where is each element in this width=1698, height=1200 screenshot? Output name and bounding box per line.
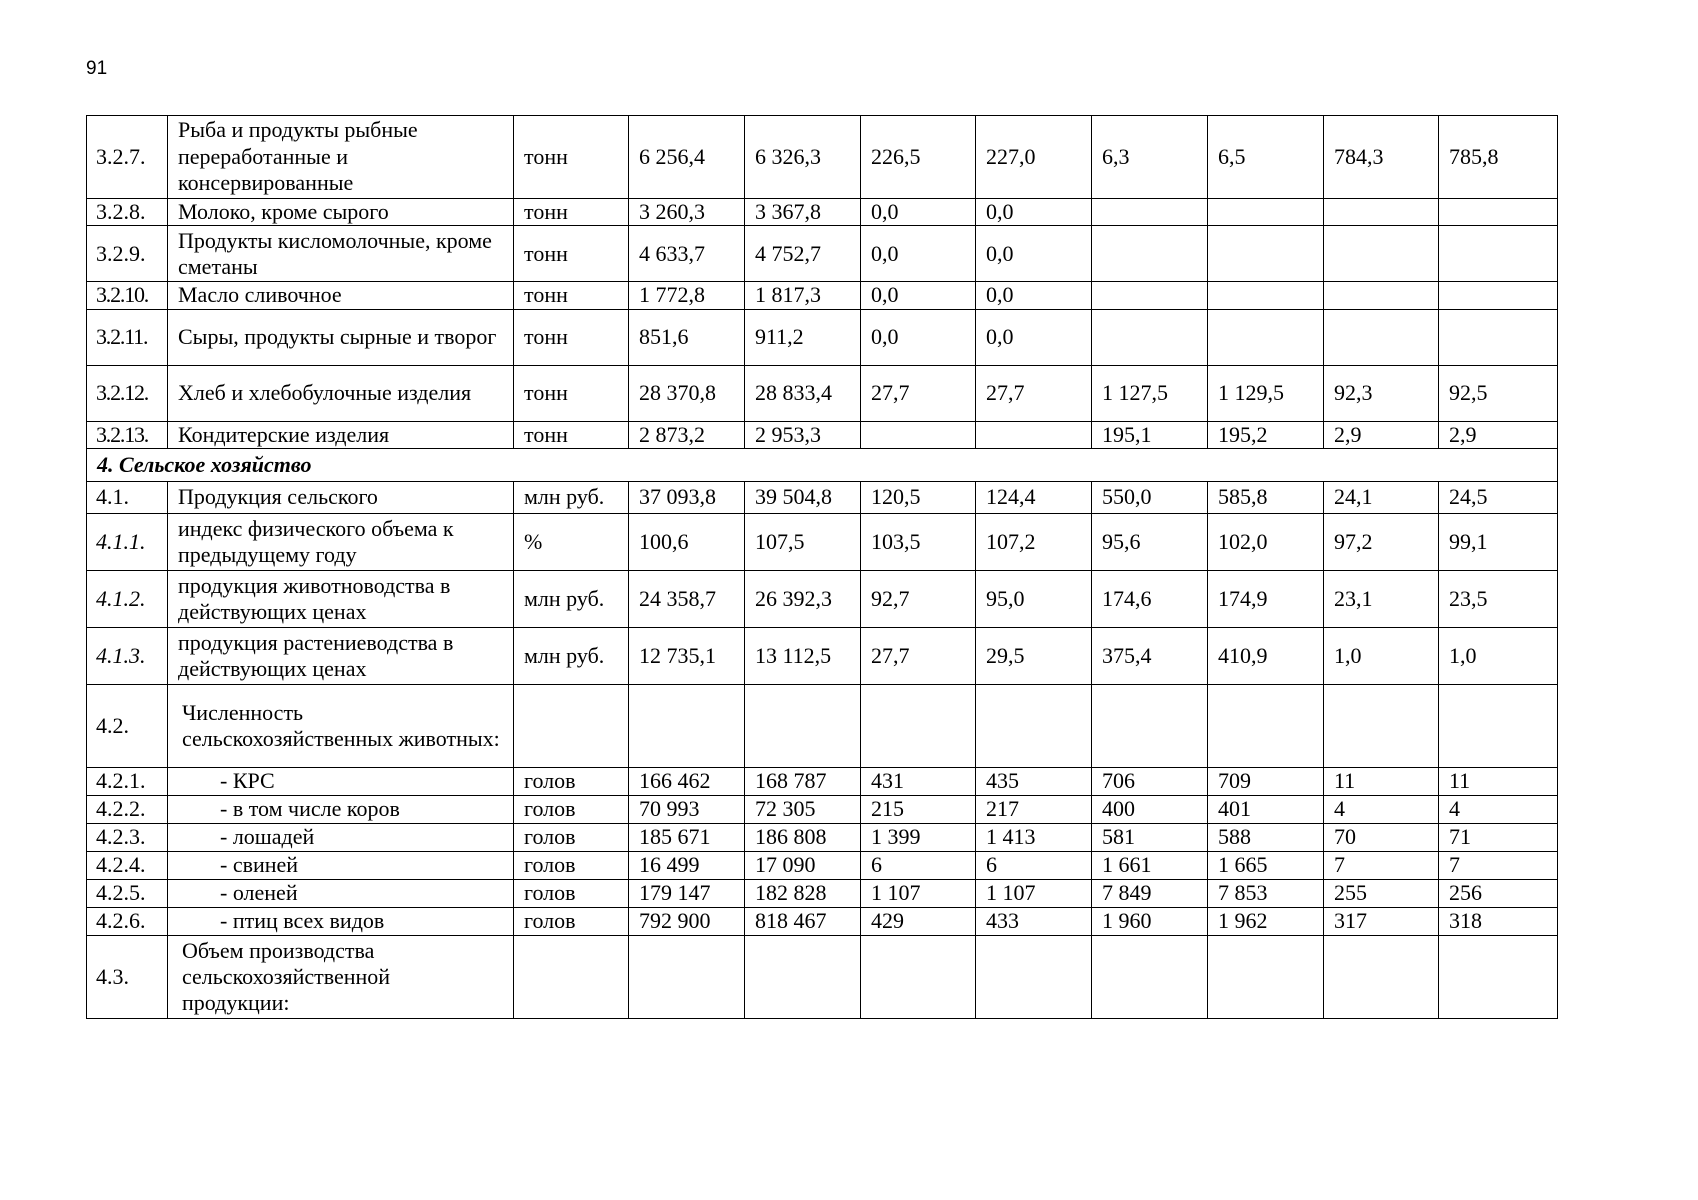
value-cell: 195,2 xyxy=(1208,421,1324,448)
value-cell: 6 256,4 xyxy=(629,116,745,199)
value-cell: 166 462 xyxy=(629,768,745,796)
table-row xyxy=(87,482,1558,514)
value-cell xyxy=(1324,199,1439,226)
row-unit: тонн xyxy=(514,365,629,421)
value-cell xyxy=(1208,685,1324,768)
value-cell: 71 xyxy=(1439,824,1558,852)
value-cell xyxy=(861,685,976,768)
value-cell: 24,1 xyxy=(1324,482,1439,514)
value-cell xyxy=(1439,685,1558,768)
row-name: Сыры, продукты сырные и творог xyxy=(168,309,514,365)
value-cell: 11 xyxy=(1324,768,1439,796)
value-cell: 792 900 xyxy=(629,908,745,936)
value-cell xyxy=(861,421,976,448)
value-cell: 6,5 xyxy=(1208,116,1324,199)
row-name: Рыба и продукты рыбные переработанные и консервированные xyxy=(168,116,514,199)
value-cell: 1 817,3 xyxy=(745,282,861,309)
row-code: 4.1.1. xyxy=(87,514,168,571)
table-row xyxy=(87,421,1558,448)
row-name: продукция животноводства в действующих ценах xyxy=(168,571,514,628)
value-cell xyxy=(1324,309,1439,365)
value-cell: 1 665 xyxy=(1208,852,1324,880)
row-name: - лошадей xyxy=(168,824,514,852)
value-cell: 92,3 xyxy=(1324,365,1439,421)
value-cell: 23,1 xyxy=(1324,571,1439,628)
section-heading: 4. Сельское хозяйство xyxy=(87,449,1558,482)
value-cell xyxy=(1439,936,1558,1019)
row-name: Численность сельскохозяйственных животных: xyxy=(168,685,514,768)
table-row xyxy=(87,116,1558,199)
value-cell: 2,9 xyxy=(1439,421,1558,448)
value-cell xyxy=(1092,936,1208,1019)
row-unit: тонн xyxy=(514,199,629,226)
value-cell: 70 993 xyxy=(629,796,745,824)
value-cell: 27,7 xyxy=(976,365,1092,421)
value-cell: 706 xyxy=(1092,768,1208,796)
value-cell: 179 147 xyxy=(629,880,745,908)
value-cell: 107,5 xyxy=(745,514,861,571)
value-cell: 318 xyxy=(1439,908,1558,936)
value-cell: 13 112,5 xyxy=(745,628,861,685)
value-cell: 375,4 xyxy=(1092,628,1208,685)
table-row xyxy=(87,768,1558,796)
value-cell: 107,2 xyxy=(976,514,1092,571)
table-row xyxy=(87,514,1558,571)
row-code: 4.1.2. xyxy=(87,571,168,628)
table-row xyxy=(87,852,1558,880)
value-cell: 851,6 xyxy=(629,309,745,365)
value-cell xyxy=(629,685,745,768)
table-row xyxy=(87,571,1558,628)
value-cell: 195,1 xyxy=(1092,421,1208,448)
value-cell xyxy=(1092,199,1208,226)
value-cell: 39 504,8 xyxy=(745,482,861,514)
value-cell: 227,0 xyxy=(976,116,1092,199)
value-cell: 818 467 xyxy=(745,908,861,936)
row-unit: тонн xyxy=(514,421,629,448)
value-cell: 168 787 xyxy=(745,768,861,796)
value-cell xyxy=(1324,226,1439,282)
value-cell: 97,2 xyxy=(1324,514,1439,571)
row-unit: тонн xyxy=(514,226,629,282)
value-cell: 1 399 xyxy=(861,824,976,852)
value-cell xyxy=(1092,309,1208,365)
value-cell: 0,0 xyxy=(976,282,1092,309)
value-cell: 7 xyxy=(1324,852,1439,880)
value-cell: 1,0 xyxy=(1439,628,1558,685)
value-cell xyxy=(1092,282,1208,309)
value-cell: 6 326,3 xyxy=(745,116,861,199)
value-cell: 2 873,2 xyxy=(629,421,745,448)
value-cell: 1,0 xyxy=(1324,628,1439,685)
value-cell: 6 xyxy=(976,852,1092,880)
value-cell xyxy=(1439,199,1558,226)
value-cell: 3 367,8 xyxy=(745,199,861,226)
value-cell: 120,5 xyxy=(861,482,976,514)
value-cell: 99,1 xyxy=(1439,514,1558,571)
value-cell xyxy=(1324,282,1439,309)
value-cell: 401 xyxy=(1208,796,1324,824)
value-cell: 37 093,8 xyxy=(629,482,745,514)
value-cell xyxy=(1439,282,1558,309)
row-code: 3.2.11. xyxy=(87,309,168,365)
value-cell: 24 358,7 xyxy=(629,571,745,628)
table-row xyxy=(87,628,1558,685)
value-cell: 785,8 xyxy=(1439,116,1558,199)
row-name: Молоко, кроме сырого xyxy=(168,199,514,226)
value-cell: 1 107 xyxy=(976,880,1092,908)
row-code: 4.2.2. xyxy=(87,796,168,824)
value-cell xyxy=(1208,309,1324,365)
row-unit: млн руб. xyxy=(514,571,629,628)
value-cell xyxy=(1208,936,1324,1019)
value-cell: 1 107 xyxy=(861,880,976,908)
row-unit: голов xyxy=(514,852,629,880)
row-name: Кондитерские изделия xyxy=(168,421,514,448)
value-cell: 185 671 xyxy=(629,824,745,852)
row-unit: голов xyxy=(514,880,629,908)
table-row xyxy=(87,796,1558,824)
value-cell: 431 xyxy=(861,768,976,796)
value-cell: 0,0 xyxy=(861,226,976,282)
row-code: 3.2.7. xyxy=(87,116,168,199)
row-unit: голов xyxy=(514,796,629,824)
row-code: 3.2.13. xyxy=(87,421,168,448)
table-row xyxy=(87,685,1558,768)
value-cell: 0,0 xyxy=(976,199,1092,226)
row-name: Хлеб и хлебобулочные изделия xyxy=(168,365,514,421)
value-cell: 255 xyxy=(1324,880,1439,908)
statistics-table xyxy=(86,115,1558,1019)
value-cell: 0,0 xyxy=(976,309,1092,365)
row-unit: голов xyxy=(514,908,629,936)
row-unit: тонн xyxy=(514,309,629,365)
value-cell xyxy=(976,421,1092,448)
row-name: Продукты кисломолочные, кроме сметаны xyxy=(168,226,514,282)
row-name: - оленей xyxy=(168,880,514,908)
value-cell: 12 735,1 xyxy=(629,628,745,685)
value-cell: 102,0 xyxy=(1208,514,1324,571)
value-cell: 4 xyxy=(1324,796,1439,824)
row-unit: тонн xyxy=(514,282,629,309)
value-cell: 103,5 xyxy=(861,514,976,571)
value-cell: 27,7 xyxy=(861,365,976,421)
row-name: продукция растениеводства в действующих ценах xyxy=(168,628,514,685)
row-code: 4.2.1. xyxy=(87,768,168,796)
value-cell: 72 305 xyxy=(745,796,861,824)
value-cell: 29,5 xyxy=(976,628,1092,685)
value-cell xyxy=(1439,226,1558,282)
row-name: Объем производства сельскохозяйственной продукции: xyxy=(168,936,514,1019)
value-cell: 24,5 xyxy=(1439,482,1558,514)
value-cell: 3 260,3 xyxy=(629,199,745,226)
value-cell xyxy=(1208,226,1324,282)
row-name: - в том числе коров xyxy=(168,796,514,824)
value-cell: 709 xyxy=(1208,768,1324,796)
table-row xyxy=(87,908,1558,936)
value-cell xyxy=(1208,282,1324,309)
value-cell: 1 129,5 xyxy=(1208,365,1324,421)
value-cell: 70 xyxy=(1324,824,1439,852)
value-cell: 1 413 xyxy=(976,824,1092,852)
value-cell: 429 xyxy=(861,908,976,936)
value-cell xyxy=(1324,936,1439,1019)
value-cell xyxy=(1324,685,1439,768)
value-cell: 0,0 xyxy=(861,282,976,309)
value-cell: 26 392,3 xyxy=(745,571,861,628)
row-name: Продукция сельского xyxy=(168,482,514,514)
value-cell: 23,5 xyxy=(1439,571,1558,628)
value-cell: 588 xyxy=(1208,824,1324,852)
value-cell: 4 xyxy=(1439,796,1558,824)
row-code: 4.2.4. xyxy=(87,852,168,880)
value-cell: 174,6 xyxy=(1092,571,1208,628)
row-unit: % xyxy=(514,514,629,571)
page-number: 91 xyxy=(86,58,108,79)
row-unit: тонн xyxy=(514,116,629,199)
value-cell: 4 633,7 xyxy=(629,226,745,282)
value-cell xyxy=(1208,199,1324,226)
value-cell xyxy=(976,685,1092,768)
value-cell xyxy=(629,936,745,1019)
value-cell: 1 127,5 xyxy=(1092,365,1208,421)
table-row xyxy=(87,282,1558,309)
value-cell: 7 xyxy=(1439,852,1558,880)
value-cell: 27,7 xyxy=(861,628,976,685)
row-unit: млн руб. xyxy=(514,482,629,514)
row-unit xyxy=(514,685,629,768)
value-cell: 550,0 xyxy=(1092,482,1208,514)
value-cell: 784,3 xyxy=(1324,116,1439,199)
value-cell: 581 xyxy=(1092,824,1208,852)
row-unit: голов xyxy=(514,768,629,796)
table-row xyxy=(87,936,1558,1019)
row-code: 4.2.6. xyxy=(87,908,168,936)
row-code: 4.2.3. xyxy=(87,824,168,852)
value-cell: 4 752,7 xyxy=(745,226,861,282)
value-cell: 92,5 xyxy=(1439,365,1558,421)
value-cell: 435 xyxy=(976,768,1092,796)
value-cell: 92,7 xyxy=(861,571,976,628)
value-cell: 17 090 xyxy=(745,852,861,880)
row-name: индекс физического объема к предыдущему году xyxy=(168,514,514,571)
value-cell xyxy=(1092,685,1208,768)
value-cell: 28 370,8 xyxy=(629,365,745,421)
row-unit xyxy=(514,936,629,1019)
table-row xyxy=(87,199,1558,226)
value-cell: 0,0 xyxy=(976,226,1092,282)
value-cell: 217 xyxy=(976,796,1092,824)
value-cell: 7 853 xyxy=(1208,880,1324,908)
value-cell: 433 xyxy=(976,908,1092,936)
value-cell: 124,4 xyxy=(976,482,1092,514)
value-cell xyxy=(745,936,861,1019)
value-cell: 1 661 xyxy=(1092,852,1208,880)
value-cell: 6 xyxy=(861,852,976,880)
row-code: 3.2.10. xyxy=(87,282,168,309)
table-row xyxy=(87,309,1558,365)
value-cell: 400 xyxy=(1092,796,1208,824)
row-code: 4.1. xyxy=(87,482,168,514)
value-cell: 585,8 xyxy=(1208,482,1324,514)
row-name: - птиц всех видов xyxy=(168,908,514,936)
value-cell: 100,6 xyxy=(629,514,745,571)
table-row xyxy=(87,365,1558,421)
value-cell: 410,9 xyxy=(1208,628,1324,685)
value-cell: 95,6 xyxy=(1092,514,1208,571)
row-name: - КРС xyxy=(168,768,514,796)
row-code: 4.2.5. xyxy=(87,880,168,908)
row-code: 3.2.8. xyxy=(87,199,168,226)
value-cell: 186 808 xyxy=(745,824,861,852)
value-cell: 0,0 xyxy=(861,199,976,226)
value-cell: 1 960 xyxy=(1092,908,1208,936)
value-cell: 215 xyxy=(861,796,976,824)
row-code: 4.3. xyxy=(87,936,168,1019)
value-cell: 317 xyxy=(1324,908,1439,936)
row-unit: млн руб. xyxy=(514,628,629,685)
value-cell: 1 772,8 xyxy=(629,282,745,309)
value-cell: 2,9 xyxy=(1324,421,1439,448)
row-name: - свиней xyxy=(168,852,514,880)
value-cell: 6,3 xyxy=(1092,116,1208,199)
value-cell xyxy=(1439,309,1558,365)
value-cell: 0,0 xyxy=(861,309,976,365)
row-name: Масло сливочное xyxy=(168,282,514,309)
row-unit: голов xyxy=(514,824,629,852)
value-cell: 174,9 xyxy=(1208,571,1324,628)
section-row xyxy=(87,449,1558,482)
value-cell: 256 xyxy=(1439,880,1558,908)
table-row xyxy=(87,880,1558,908)
value-cell: 182 828 xyxy=(745,880,861,908)
value-cell: 95,0 xyxy=(976,571,1092,628)
row-code: 4.1.3. xyxy=(87,628,168,685)
value-cell xyxy=(745,685,861,768)
value-cell xyxy=(976,936,1092,1019)
table-row xyxy=(87,824,1558,852)
value-cell: 226,5 xyxy=(861,116,976,199)
row-code: 3.2.12. xyxy=(87,365,168,421)
value-cell: 11 xyxy=(1439,768,1558,796)
row-code: 3.2.9. xyxy=(87,226,168,282)
value-cell: 16 499 xyxy=(629,852,745,880)
value-cell: 911,2 xyxy=(745,309,861,365)
value-cell xyxy=(1092,226,1208,282)
value-cell xyxy=(861,936,976,1019)
table-row xyxy=(87,226,1558,282)
value-cell: 7 849 xyxy=(1092,880,1208,908)
value-cell: 28 833,4 xyxy=(745,365,861,421)
value-cell: 1 962 xyxy=(1208,908,1324,936)
row-code: 4.2. xyxy=(87,685,168,768)
value-cell: 2 953,3 xyxy=(745,421,861,448)
